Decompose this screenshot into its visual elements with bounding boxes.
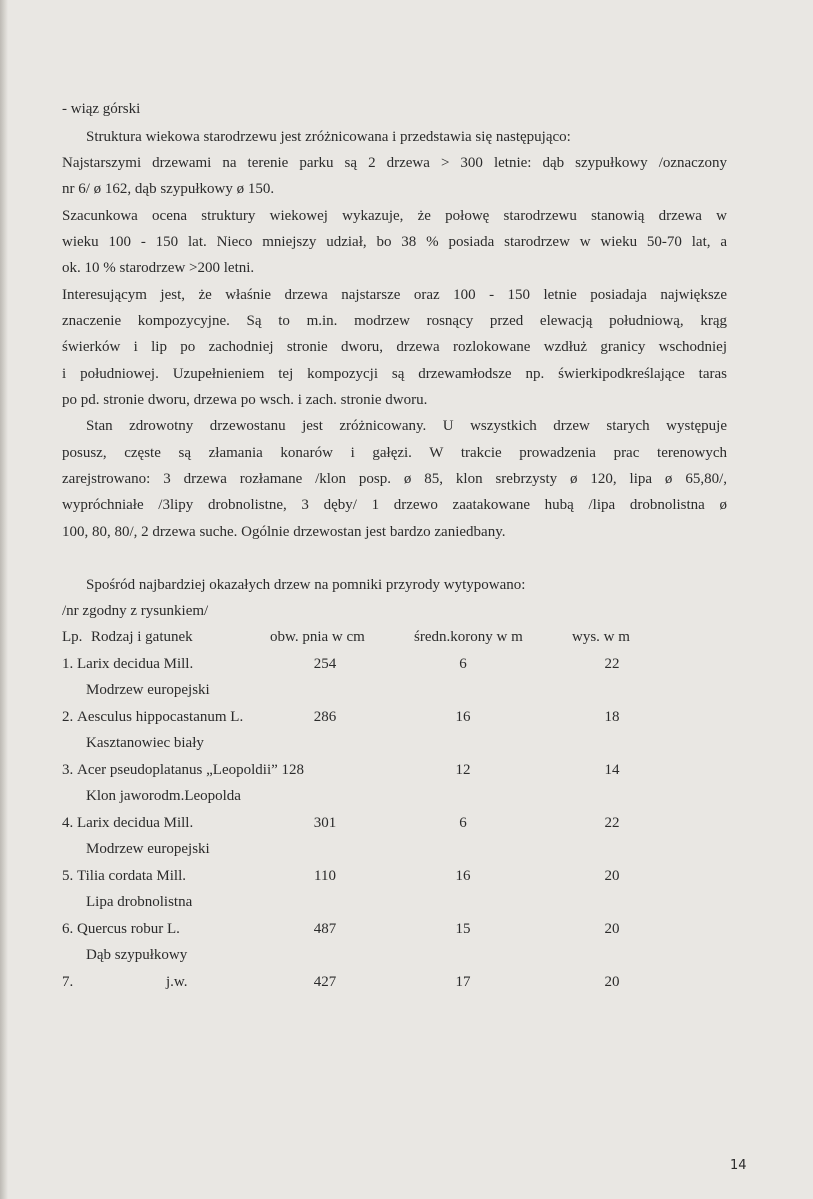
text-line: wieku 100 - 150 lat. Nieco mniejszy udział, bo 38 % posiada starodrzew w wieku 50-70 lat, a	[62, 234, 727, 250]
text-line: nr 6/ ø 162, dąb szypułkowy ø 150.	[62, 181, 275, 197]
row-polish-name: Modrzew europejski	[86, 841, 210, 857]
page-number: 14	[730, 1158, 747, 1173]
row-height: 18	[604, 709, 620, 725]
row-lp: 3.	[62, 762, 74, 778]
row-lp: 1.	[62, 656, 74, 672]
row-crown: 16	[455, 709, 471, 725]
row-height: 14	[604, 762, 620, 778]
table-header-lp: Lp.	[62, 629, 83, 645]
row-crown: 15	[455, 921, 471, 937]
table-header-circumference: obw. pnia w cm	[270, 629, 365, 645]
text-line: Spośród najbardziej okazałych drzew na pomniki przyrody wytypowano:	[86, 577, 526, 593]
text-line: posusz, częste są złamania konarów i gałęzi. W trakcie prowadzenia prac terenowych	[62, 445, 727, 461]
table-header-height: wys. w m	[572, 629, 630, 645]
row-latin-name: Quercus robur L.	[77, 921, 180, 937]
text-line: Interesującym jest, że właśnie drzewa najstarsze oraz 100 - 150 letnie posiadaja największe	[62, 287, 727, 303]
row-lp: 6.	[62, 921, 74, 937]
row-polish-name: Modrzew europejski	[86, 682, 210, 698]
row-latin-name: j.w.	[166, 974, 188, 990]
text-line: Szacunkowa ocena struktury wiekowej wykazuje, że połowę starodrzewu stanowią drzewa w	[62, 208, 727, 224]
row-polish-name: Klon jaworodm.Leopolda	[86, 788, 241, 804]
row-crown: 17	[455, 974, 471, 990]
row-polish-name: Dąb szypułkowy	[86, 947, 188, 963]
row-crown: 6	[459, 656, 467, 672]
row-circumference: 110	[314, 868, 336, 884]
row-circumference: 286	[313, 709, 337, 725]
row-lp: 5.	[62, 868, 74, 884]
row-circumference: 487	[313, 921, 337, 937]
row-height: 20	[604, 974, 620, 990]
row-latin-name: Acer pseudoplatanus „Leopoldii” 128	[77, 762, 305, 778]
text-line: znaczenie kompozycyjne. Są to m.in. modrzew rosnący przed elewacją południową, krąg	[62, 313, 727, 329]
row-crown: 16	[455, 868, 471, 884]
row-polish-name: Kasztanowiec biały	[86, 735, 204, 751]
text-line: Najstarszymi drzewami na terenie parku są 2 drzewa > 300 letnie: dąb szypułkowy /oznaczony	[62, 155, 727, 171]
row-circumference: 301	[313, 815, 337, 831]
row-height: 22	[604, 656, 620, 672]
table-header-crown: średn.korony w m	[414, 629, 523, 645]
row-latin-name: Larix decidua Mill.	[77, 656, 194, 672]
row-polish-name: Lipa drobnolistna	[86, 894, 193, 910]
text-line: /nr zgodny z rysunkiem/	[62, 603, 209, 619]
row-circumference: 427	[313, 974, 337, 990]
text-line: Struktura wiekowa starodrzewu jest zróżnicowana i przedstawia się następująco:	[86, 129, 571, 145]
table-header-name: Rodzaj i gatunek	[91, 629, 193, 645]
text-line: ok. 10 % starodrzew >200 letni.	[62, 260, 255, 276]
row-lp: 2.	[62, 709, 74, 725]
row-lp: 7.	[62, 974, 74, 990]
row-crown: 12	[455, 762, 471, 778]
text-line: - wiąz górski	[62, 101, 141, 117]
text-line: i południowej. Uzupełnieniem tej kompozycji są drzewamłodsze np. świerkipodkreślające taras	[62, 366, 727, 382]
row-crown: 6	[459, 815, 467, 831]
text-line: wypróchniałe /3lipy drobnolistne, 3 dęby/ 1 drzewo zaatakowane hubą /lipa drobnolistna ø	[62, 497, 727, 513]
row-height: 22	[604, 815, 620, 831]
row-latin-name: Tilia cordata Mill.	[77, 868, 187, 884]
text-line: Stan zdrowotny drzewostanu jest zróżnicowany. U wszystkich drzew starych występuje	[86, 418, 727, 434]
text-line: świerków i lip po zachodniej stronie dworu, drzewa rozlokowane wzdłuż granicy wschodniej	[62, 339, 727, 355]
row-circumference: 254	[313, 656, 337, 672]
text-line: po pd. stronie dworu, drzewa po wsch. i zach. stronie dworu.	[62, 392, 428, 408]
row-latin-name: Larix decidua Mill.	[77, 815, 194, 831]
row-latin-name: Aesculus hippocastanum L.	[77, 709, 244, 725]
row-lp: 4.	[62, 815, 74, 831]
row-height: 20	[604, 868, 620, 884]
text-line: zarejstrowano: 3 drzewa rozłamane /klon posp. ø 85, klon srebrzysty ø 120, lipa ø 65,80/,	[62, 471, 727, 487]
text-line: 100, 80, 80/, 2 drzewa suche. Ogólnie drzewostan jest bardzo zaniedbany.	[62, 524, 506, 540]
row-height: 20	[604, 921, 620, 937]
